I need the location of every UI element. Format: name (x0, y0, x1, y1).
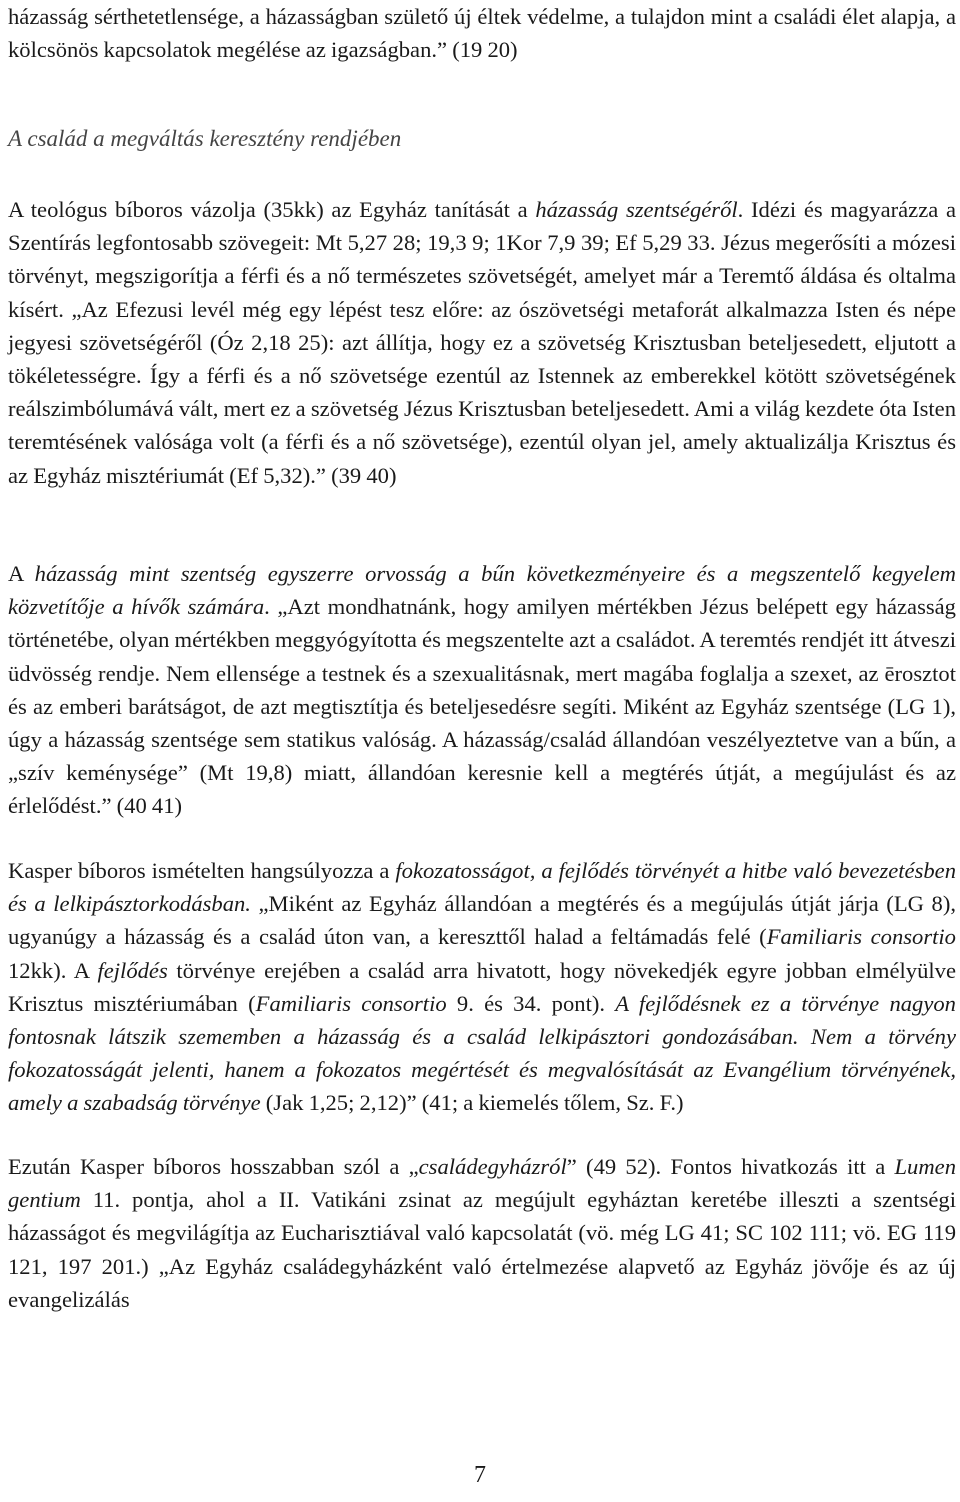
paragraph-text: A teológus bíboros vázolja (35kk) az Egyház tanítását a (8, 197, 536, 222)
paragraph-remedy (8, 557, 956, 823)
paragraph-text: törvénye erejében a család arra hivatott, hogy növekedjék egyre jobban elmélyülve Krisztus misztériumában ( (8, 957, 956, 1016)
paragraph-text: „Miként az Egyház állandóan a megtérés és a megújulás útját járja (LG 8), ugyanúgy a házasság és a család úton van, a kereszttől halad a feltámadás felé ( (8, 891, 956, 950)
italic-title: Familiaris consortio (766, 924, 956, 950)
italic-emphasis: házasság mint szentség egyszerre orvosság a bűn következményeire és a megszentelő kegyelem közvetítője a hívők számára (8, 561, 956, 620)
paragraph-text: 12kk). A (8, 957, 98, 983)
paragraph-text: ” (49 52). Fontos hivatkozás itt a (566, 1154, 895, 1179)
paragraph-sacrament (8, 193, 956, 492)
paragraph-text: Kasper bíboros ismételten hangsúlyozza a (8, 858, 396, 883)
italic-emphasis: fejlődés (97, 957, 168, 983)
italic-title: Familiaris consortio (255, 990, 447, 1016)
paragraph-text: 9. és 34. pont). (446, 990, 616, 1016)
italic-emphasis: fokozatosságot, a fejlődés törvényét a hitbe való bevezetésben és a lelkipásztorkodásban. (8, 858, 956, 917)
paragraph-text: A (8, 561, 35, 586)
italic-emphasis: A fejlődésnek ez a törvénye nagyon fontosnak látszik szememben a házasság és a család lelkipásztori gondozásában. Nem a törvény fokozatosságát jelenti, hanem a fokozatos megértését és megvalósítását az Evangélium törvényének, amely a szabadság törvénye (8, 990, 956, 1116)
paragraph-text: . Idézi és magyarázza a Szentírás legfontosabb szövegeit: Mt 5,27 28; 19,3 9; 1Kor 7,9 39; Ef 5,29 33. Jézus megerősíti a mózesi törvényt, megszigorítja a férfi és a nő természetes szövetségét, amelyet már a Teremtő áldása és oltalma kísért. „Az Efezusi levél még egy lépést tesz előre: az ószövetségi metaforát alkalmazza Isten és népe jegyesi szövetségéről (Óz 2,18 25): azt állítja, hogy ez a szövetség Krisztusban beteljesedett, eljutott a tökéletességre. Így a férfi és a nő szövetsége ezentúl az Istennek az emberekkel kötött szövetségének reálszimbólumává vált, mert ez a szövetség Jézus Krisztusban beteljesedett. Ami a világ kezdete óta Isten teremtésének valósága volt (a férfi és a nő szövetsége), ezentúl olyan jel, amely aktualizálja Krisztus és az Egyház misztériumát (Ef 5,32).” (39 40) (8, 197, 956, 488)
paragraph-text: házasság sérthetetlensége, a házasságban születő új éltek védelme, a tulajdon mint a családi élet alapja, a kölcsönös kapcsolatok megélése az igazságban.” (19 20) (8, 4, 956, 63)
paragraph-domestic-church (8, 1150, 956, 1316)
italic-title: Lumen gentium (8, 1154, 956, 1213)
page-number: 7 (474, 1462, 486, 1488)
paragraph-text: Ezután Kasper bíboros hosszabban szól a „ (8, 1154, 419, 1179)
paragraph-continuation (8, 0, 956, 66)
italic-emphasis: családegyházról (418, 1154, 567, 1179)
paragraph-text: (Jak 1,25; 2,12)” (41; a kiemelés tőlem, Sz. F.) (260, 1090, 684, 1116)
section-heading: A család a megváltás keresztény rendjében (8, 126, 402, 151)
paragraph-gradualness (8, 854, 956, 1120)
italic-emphasis: házasság szentségéről (535, 197, 738, 222)
paragraph-text: . „Azt mondhatnánk, hogy amilyen mértékben Jézus belépett egy házasság történetébe, olyan mértékben meggyógyította és megszentelte azt a családot. A teremtés rendjét itt átveszi üdvösség rendje. Nem ellensége a testnek és a szexualitásnak, mert magába foglalja a szexet, az ērosztot és az emberi barátságot, de azt megtisztítja és beteljesedésre segíti. Miként az Egyház szentsége (LG 1), úgy a házasság szentsége sem statikus valóság. A házasság/család állandóan veszélyeztetve van a bűn, a „szív keménysége” (Mt 19,8) miatt, állandóan keresnie kell a megtérés útját, a megújulást és az érlelődést.” (40 41) (8, 594, 956, 819)
paragraph-text: 11. pontja, ahol a II. Vatikáni zsinat az megújult egyháztan keretébe illeszti a szentségi házasságot és megvilágítja az Eucharisztiával való kapcsolatát (vö. még LG 41; SC 102 111; vö. EG 119 121, 197 201.) „Az Egyház családegyházként való értelmezése alapvető az Egyház jövője és az új evangelizálás (8, 1187, 956, 1312)
